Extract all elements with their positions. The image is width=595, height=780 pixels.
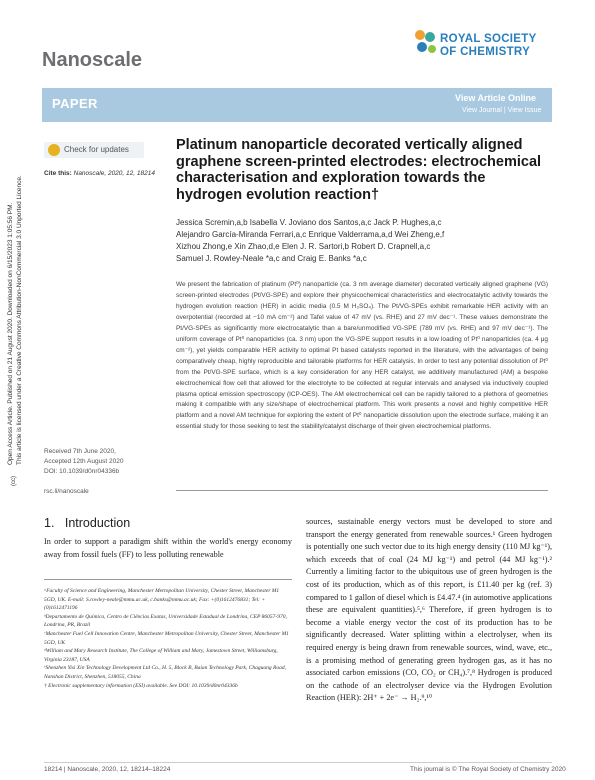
- accepted-date: Accepted 12th August 2020: [44, 458, 124, 465]
- cite-text: Nanoscale, 2020, 12, 18214: [73, 170, 155, 177]
- intro-col1: In order to support a paradigm shift within the world's energy economy away from fossil fuels (FF) to less polluting renewable: [44, 537, 292, 559]
- footnote: † Electronic supplementary information (ESI) available. See DOI: 10.1039/d0nr04336b: [44, 682, 238, 689]
- author-line: Xizhou Zhong,e Xin Zhao,d,e Elen J. R. Sartori,b Robert D. Crapnell,a,c: [176, 242, 431, 251]
- license-line1: Open Access Article. Published on 21 August 2020. Downloaded on 6/15/2023 1:05:56 PM.: [7, 202, 14, 465]
- citation: [44, 170, 155, 177]
- section-number: 1.: [44, 516, 55, 530]
- section-heading: [44, 516, 130, 530]
- view-article-link[interactable]: View Article Online: [455, 93, 537, 103]
- footnote: ᵈWilliam and Mary Research Institute, The College of William and Mary, Jamestown Street, Williamsburg, Virginia 23187, USA: [44, 648, 278, 663]
- check-updates-label: Check for updates: [64, 145, 129, 154]
- section-title: Introduction: [64, 516, 131, 530]
- footnote: ᵃFaculty of Science and Engineering, Manchester Metropolitan University, Chester Street, Manchester M1 5GD, UK. E-mail: S.rowley-neale@mmu.ac.uk, c.banks@mmu.ac.uk; Fax: +(0)1612476831; Tel: +(0)1612471196: [44, 588, 280, 612]
- abstract: We present the fabrication of platinum (Pt⁰) nanoparticle (ca. 3 nm average diameter) decorated vertically aligned graphene (VG) screen-printed electrodes (Pt/VG-SPE) and explore their physicochemical characteristics and electrocatalytic activity towards the hydrogen evolution reaction (HER) in acidic media (0.5 M H₂SO₄). The Pt/VG-SPEs exhibit remarkable HER activity with an overpotential (recorded at −10 mA cm⁻²) and Tafel value of 47 mV (vs. RHE) and 27 mV dec⁻¹. These values demonstrate the Pt/VG-SPEs as significantly more electrocatalytic than a bare/unmodified VG-SPE (789 mV (vs. RHE) and 97 mV dec⁻¹). The uniform coverage of Pt⁰ nanoparticles (ca. 3 nm) upon the VG-SPE support results in a low loading of Pt⁰ nanoparticles (ca. 4 μg cm⁻²), yet yields comparable HER activity to optimal Pt based catalysts reported in the literature, with the advantages of being comparatively cheap, highly reproducible and tailorable platforms for HER catalysis. In order to test any potential dissolution of Pt⁰ from the Pt/VG-SPE surface, which is a key consideration for any HER catalyst, we additively manufactured (AM) a bespoke electrochemical flow cell that allowed for the electrolyte to be collected at regular intervals and analysed via inductively coupled plasma optical emission spectroscopy (ICP-OES). The AM electrochemical cell can be rapidly tailored to a plethora of geometries making it compatible with any size/shape of electrochemical platform. This work presents a novel and highly competitive HER platform and a novel AM technique for exploring the extent of Pt⁰ nanoparticle dissolution upon the electrode surface, making it an essential study for those seeking to test the stability/catalyst discharge of their given electrochemical platforms.: [176, 281, 548, 431]
- footer-left: 18214 | Nanoscale, 2020, 12, 18214–18224: [44, 766, 171, 773]
- author-line: Jessica Scremin,a,b Isabella V. Joviano dos Santos,a,c Jack P. Hughes,a,c: [176, 218, 442, 227]
- footnote-rule: [44, 579, 292, 580]
- update-icon: [48, 144, 60, 156]
- divider: [176, 490, 548, 491]
- footnotes: [44, 587, 292, 690]
- footer-rule: [44, 762, 552, 763]
- doi-link[interactable]: DOI: 10.1039/d0nr04336b: [44, 468, 120, 475]
- footer-right: This journal is © The Royal Society of Chemistry 2020: [410, 766, 566, 773]
- footnote: ᵇDepartamento de Química, Centro de Ciências Exatas, Universidade Estadual de Londrina, CEP 86057-970, Londrina, PR, Brazil: [44, 613, 287, 629]
- view-journal-link[interactable]: View Journal | View Issue: [462, 107, 542, 114]
- journal-name: Nanoscale: [42, 49, 143, 71]
- cite-label: Cite this:: [44, 170, 72, 177]
- publisher-line2: OF CHEMISTRY: [440, 46, 531, 58]
- footnote: ᵉShenzhen Yisi Xin Technology Development Ltd Co., H. 5, Block B, Baian Technology Park, Chaguang Road, Nanshan District, Shenzhen, 518055, China: [44, 665, 286, 680]
- article-title: Platinum nanoparticle decorated vertically aligned graphene screen-printed electrodes: electrochemical characterisation and exploration towards the hydrogen evolution reaction†: [176, 137, 542, 203]
- dates: [44, 447, 124, 477]
- rsc-logo-icon: [412, 27, 438, 57]
- publisher-name: [440, 33, 537, 59]
- license-line2[interactable]: This article is licensed under a Creative Commons Attribution-NonCommercial 3.0 Unported Licence.: [16, 175, 23, 465]
- received-date: Received 7th June 2020,: [44, 448, 116, 455]
- footnote: ᶜManchester Fuel Cell Innovation Centre, Manchester Metropolitan University, Chester Street, Manchester M1 5GD, UK: [44, 630, 289, 646]
- intro-col2: sources, sustainable energy vectors must be developed to store and transport the energy generated from renewable sources.¹ Green hydrogen is potentially one such vector due to its high energy density (110 MJ kg⁻¹), which exceeds that of coal (24 MJ kg⁻¹) and petrol (44 MJ kg⁻¹).² Currently a limiting factor to the ubiquitous use of green hydrogen is the cost of its production, which as of this report, is £11.40 per kg (ref. 3) compared to 1 gallon of diesel which is £4.47.⁴ (in automotive applications these are equivalent quantities).⁵,⁶ Therefore, if green hydrogen is to become a viable energy vector the cost of its production has to be significantly decreased. Water splitting within a electrolyser, when its required energy is being drawn from renewable sources, wind, wave, etc., is a promising method of generating green hydrogen gas, as it has no associated carbon emissions (CO, CO₂ or CH₄).⁷,⁸ Hydrogen is produced on the cathode of an electrolyser device via the Hydrogen Evolution Reaction (HER): 2H⁺ + 2e⁻ → H₂.⁹,¹⁰: [306, 517, 552, 703]
- section-label: PAPER: [52, 96, 98, 111]
- author-line: Alejandro García-Miranda Ferrari,a,c Enrique Valderrama,a,d Wei Zheng,e,f: [176, 230, 445, 239]
- author-line: Samuel J. Rowley-Neale *a,c and Craig E. Banks *a,c: [176, 254, 367, 263]
- license-sidebar: [4, 95, 28, 495]
- publisher-line1: ROYAL SOCIETY: [440, 33, 537, 45]
- journal-link[interactable]: rsc.li/nanoscale: [44, 488, 89, 495]
- cc-badge: (cc): [11, 476, 17, 486]
- author-list: [176, 217, 548, 265]
